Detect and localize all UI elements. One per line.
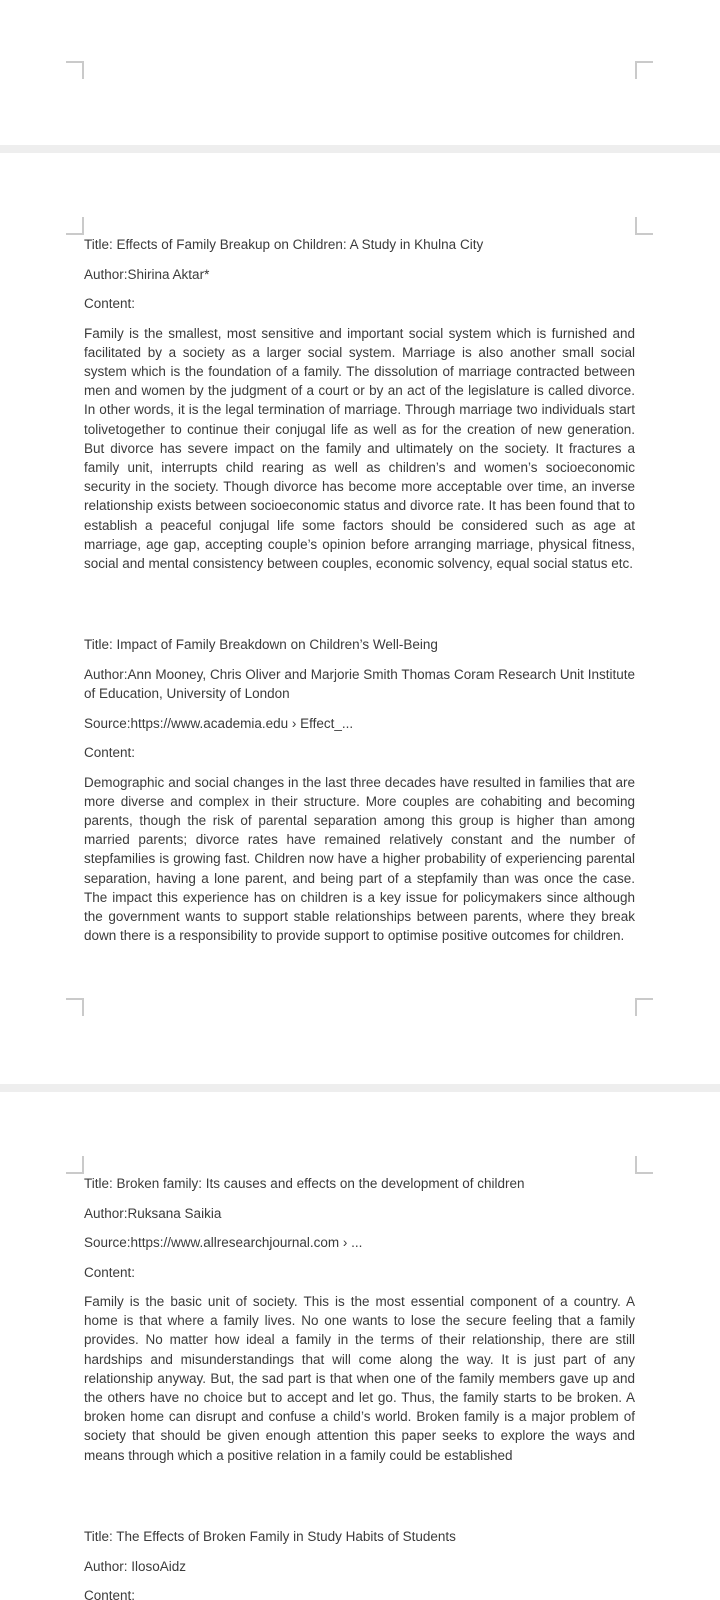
entry-title: Title: Impact of Family Breakdown on Children’s Well-Being (84, 637, 438, 653)
reference-entry (84, 235, 635, 573)
page-corner-mark-top-right (635, 217, 653, 235)
reference-entry (84, 635, 635, 945)
document-page (0, 153, 720, 1084)
entry-content-label: Content: (84, 296, 136, 311)
section-gap (84, 1475, 635, 1527)
entry-source: Source:https://www.allresearchjournal.com › ... (84, 1235, 363, 1250)
page-corner-mark-bottom-right (635, 61, 653, 79)
page-corner-mark-top-left (66, 217, 84, 235)
entry-author: Author: IlosoAidz (84, 1558, 187, 1574)
entry-body: Family is the basic unit of society. This is the most essential component of a country. A home is that where a family lives. No one wants to lose the secure feeling that a family provides. No matter how ideal a family in the terms of their relationship, there are still hardships and misunderstandings that will come along the way. It is just part of any relationship anyway. But, the sad part is that when one of the family members gave up and the others have no choice but to accept and let go. Thus, the family starts to be broken. A broken home can disrupt and confuse a child’s world. Broken family is a major problem of society that should be given enough attention this paper seeks to explore the ways and means through which a positive relation in a family could be established (84, 1294, 635, 1463)
document-page-fragment (0, 0, 720, 145)
entry-title: Title: Broken family: Its causes and effects on the development of children (84, 1176, 525, 1191)
document-page (0, 1092, 720, 1600)
entry-content-label: Content: (84, 745, 136, 761)
page-content (0, 1092, 720, 1600)
entry-source: Source:https://www.academia.edu › Effect_... (84, 715, 354, 731)
page-corner-mark-top-right (635, 1156, 653, 1174)
page-corner-mark-bottom-left (66, 61, 84, 79)
entry-content-label: Content: (84, 1588, 136, 1600)
entry-body: Family is the smallest, most sensitive and important social system which is furnished and facilitated by a society as a larger social system. Marriage is also another small social system which is the foundation of a family. The dissolution of marriage contracted between men and women by the judgment of a court or by an act of the legislature is called divorce. In other words, it is the legal termination of marriage. Through marriage two individuals start tolivetogether to continue their conjugal life as well as for the creation of new generation. But divorce has severe impact on the family and ultimately on the society. It fractures a family unit, interrupts child rearing as well as children’s and women’s socioeconomic security in the society. Though divorce has become more acceptable over time, an inverse relationship exists between socioeconomic status and divorce rate. It has been found that to establish a peaceful conjugal life some factors should be considered such as age at marriage, age gap, accepting couple’s opinion before arranging marriage, physical fitness, social and mental consistency between couples, economic solvency, equal social status etc. (84, 325, 635, 571)
entry-author: Author:Ann Mooney, Chris Oliver and Marjorie Smith Thomas Coram Research Unit Institute of Education, University of London (84, 666, 635, 702)
entry-author: Author:Ruksana Saikia (84, 1205, 222, 1221)
page-corner-mark-top-left (66, 1156, 84, 1174)
page-separator (0, 1084, 720, 1092)
reference-entry (84, 1527, 635, 1600)
entry-title: Title: The Effects of Broken Family in Study Habits of Students (84, 1529, 456, 1545)
section-gap (84, 583, 635, 635)
reference-entry (84, 1174, 635, 1465)
entry-content-label: Content: (84, 1264, 136, 1280)
entry-author: Author:Shirina Aktar* (84, 266, 210, 282)
page-separator (0, 145, 720, 153)
page-corner-mark-bottom-right (635, 998, 653, 1016)
entry-title: Title: Effects of Family Breakup on Children: A Study in Khulna City (84, 237, 484, 252)
page-corner-mark-bottom-left (66, 998, 84, 1016)
entry-body: Demographic and social changes in the last three decades have resulted in families that are more diverse and complex in their structure. More couples are cohabiting and becoming parents, though the risk of parental separation among this group is higher than among married parents; divorce rates have remained relatively constant and the number of stepfamilies is growing fast. Children now have a higher probability of experiencing parental separation, having a lone parent, and being part of a stepfamily than was once the case. The impact this experience has on children is a key issue for policymakers since although the government wants to support stable relationships between parents, where they break down there is a responsibility to provide support to optimise positive outcomes for children. (84, 774, 635, 944)
page-content (0, 153, 720, 945)
